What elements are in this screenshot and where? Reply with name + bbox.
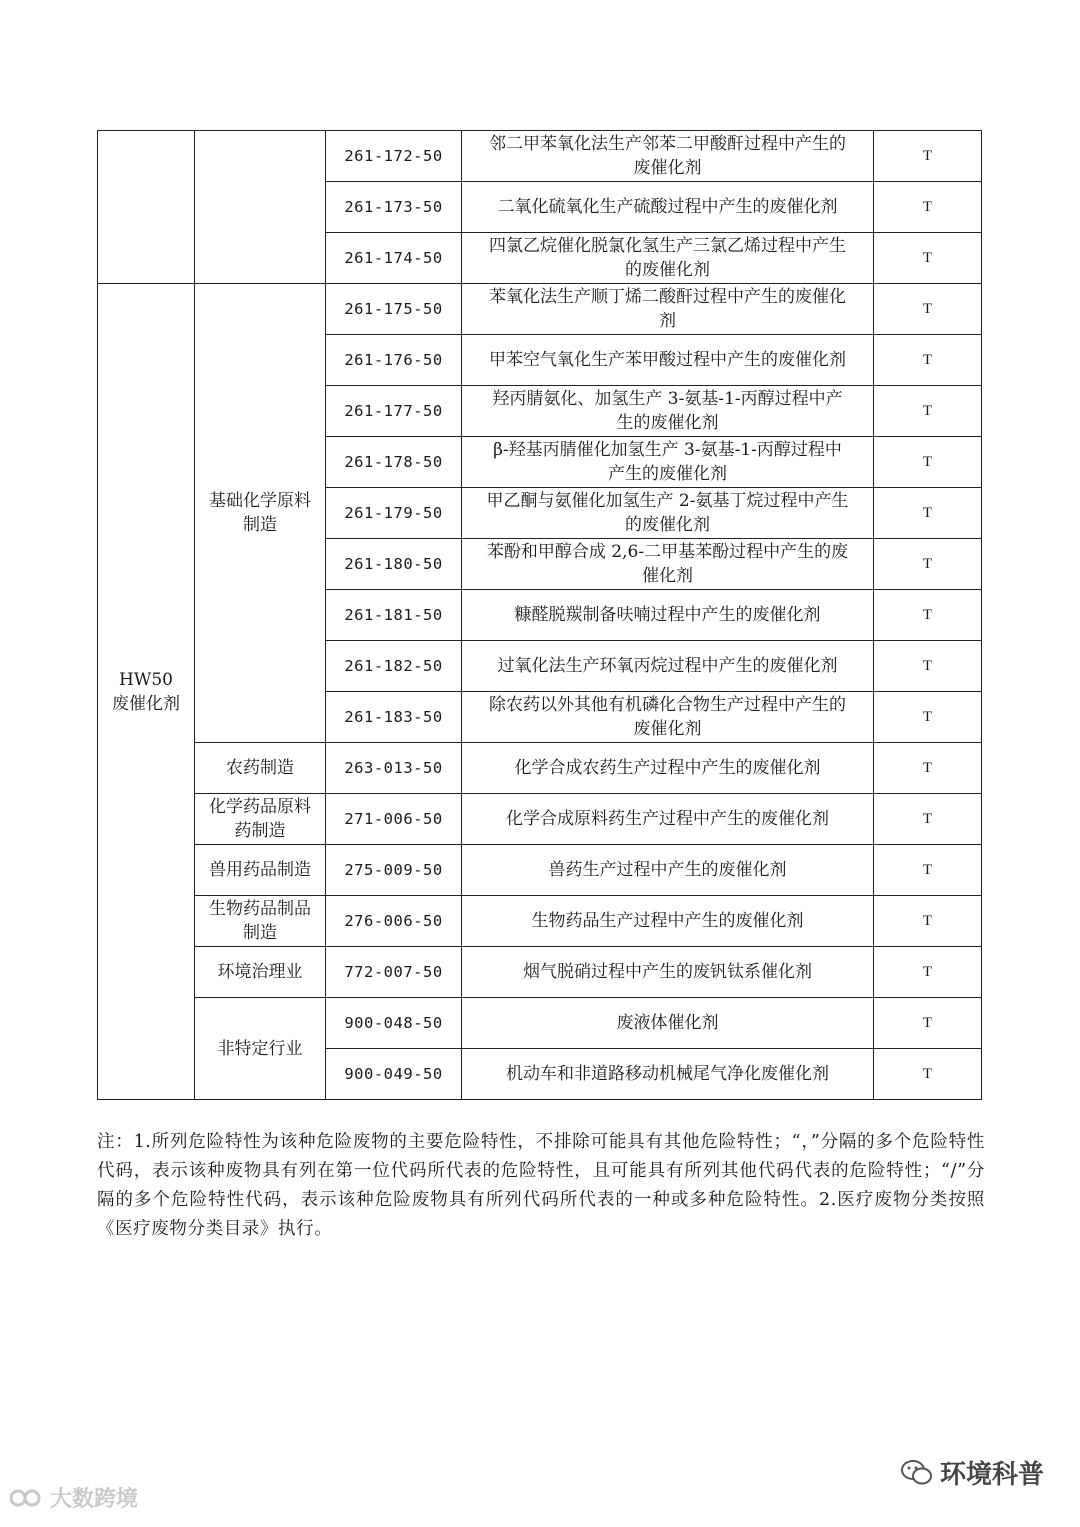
table-row — [98, 947, 982, 998]
wechat-icon — [900, 1459, 934, 1487]
industry-cell: 兽用药品制造 — [195, 845, 326, 896]
hazard-characteristic: T — [874, 182, 982, 233]
waste-code: 261-183-50 — [326, 692, 462, 743]
hazard-characteristic: T — [874, 386, 982, 437]
waste-code: 271-006-50 — [326, 794, 462, 845]
waste-description: 烟气脱硝过程中产生的废钒钛系催化剂 — [462, 947, 874, 998]
hazard-characteristic: T — [874, 539, 982, 590]
industry-cell: 环境治理业 — [195, 947, 326, 998]
industry-cell: 化学药品原料 药制造 — [195, 794, 326, 845]
waste-description: 化学合成农药生产过程中产生的废催化剂 — [462, 743, 874, 794]
category-cell — [98, 131, 195, 284]
industry-cell: 非特定行业 — [195, 998, 326, 1100]
waste-code: 263-013-50 — [326, 743, 462, 794]
waste-code: 261-173-50 — [326, 182, 462, 233]
hazard-characteristic: T — [874, 284, 982, 335]
hazard-characteristic: T — [874, 641, 982, 692]
waste-code: 772-007-50 — [326, 947, 462, 998]
waste-code: 261-174-50 — [326, 233, 462, 284]
logo-icon — [10, 1487, 44, 1509]
waste-code: 275-009-50 — [326, 845, 462, 896]
waste-description: 四氯乙烷催化脱氯化氢生产三氯乙烯过程中产生 的废催化剂 — [462, 233, 874, 284]
waste-description: 苯酚和甲醇合成 2,6-二甲基苯酚过程中产生的废 催化剂 — [462, 539, 874, 590]
waste-description: 二氧化硫氧化生产硫酸过程中产生的废催化剂 — [462, 182, 874, 233]
category-cell: HW50 废催化剂 — [98, 284, 195, 1100]
waste-description: 废液体催化剂 — [462, 998, 874, 1049]
hazard-characteristic: T — [874, 845, 982, 896]
table-row — [98, 998, 982, 1049]
watermark-right — [900, 1454, 1044, 1491]
table-row — [98, 794, 982, 845]
waste-description: 生物药品生产过程中产生的废催化剂 — [462, 896, 874, 947]
waste-description: 甲乙酮与氨催化加氢生产 2-氨基丁烷过程中产生 的废催化剂 — [462, 488, 874, 539]
table-row — [98, 743, 982, 794]
industry-cell — [195, 131, 326, 284]
industry-cell: 基础化学原料 制造 — [195, 284, 326, 743]
hazard-characteristic: T — [874, 896, 982, 947]
footnote: 注：1.所列危险特性为该种危险废物的主要危险特性，不排除可能具有其他危险特性；“，”分隔的多个危险特性代码，表示该种废物具有列在第一位代码所代表的危险特性，且可能具有所列其他代码代表的危险特性；“/”分隔的多个危险特性代码，表示该种危险废物具有所列代码所代表的一种或多种危险特性。2.医疗废物分类按照《医疗废物分类目录》执行。 — [97, 1132, 985, 1239]
waste-code: 261-172-50 — [326, 131, 462, 182]
table-row — [98, 845, 982, 896]
hazard-characteristic: T — [874, 692, 982, 743]
waste-description: 机动车和非道路移动机械尾气净化废催化剂 — [462, 1049, 874, 1100]
hazard-characteristic: T — [874, 1049, 982, 1100]
hazard-characteristic: T — [874, 488, 982, 539]
waste-description: 邻二甲苯氧化法生产邻苯二甲酸酐过程中产生的 废催化剂 — [462, 131, 874, 182]
hazard-characteristic: T — [874, 794, 982, 845]
waste-description: 过氧化法生产环氧丙烷过程中产生的废催化剂 — [462, 641, 874, 692]
watermark-right-text: 环境科普 — [939, 1460, 1044, 1490]
waste-code: 261-179-50 — [326, 488, 462, 539]
waste-description: 除农药以外其他有机磷化合物生产过程中产生的 废催化剂 — [462, 692, 874, 743]
waste-code: 261-175-50 — [326, 284, 462, 335]
table-row — [98, 896, 982, 947]
waste-code: 261-181-50 — [326, 590, 462, 641]
hazard-characteristic: T — [874, 437, 982, 488]
hazardous-waste-table — [97, 130, 982, 1100]
industry-cell: 农药制造 — [195, 743, 326, 794]
table-row — [98, 131, 982, 182]
waste-description: 兽药生产过程中产生的废催化剂 — [462, 845, 874, 896]
waste-description: 甲苯空气氧化生产苯甲酸过程中产生的废催化剂 — [462, 335, 874, 386]
watermark-left — [10, 1482, 138, 1513]
waste-description: 糠醛脱羰制备呋喃过程中产生的废催化剂 — [462, 590, 874, 641]
waste-code: 900-048-50 — [326, 998, 462, 1049]
waste-code: 261-176-50 — [326, 335, 462, 386]
watermark-left-text: 大数跨境 — [50, 1487, 139, 1512]
hazard-characteristic: T — [874, 743, 982, 794]
waste-description: 羟丙腈氨化、加氢生产 3-氨基-1-丙醇过程中产 生的废催化剂 — [462, 386, 874, 437]
hazard-characteristic: T — [874, 590, 982, 641]
industry-cell: 生物药品制品 制造 — [195, 896, 326, 947]
waste-description: 苯氧化法生产顺丁烯二酸酐过程中产生的废催化 剂 — [462, 284, 874, 335]
waste-code: 261-182-50 — [326, 641, 462, 692]
hazard-characteristic: T — [874, 998, 982, 1049]
waste-description: 化学合成原料药生产过程中产生的废催化剂 — [462, 794, 874, 845]
waste-code: 276-006-50 — [326, 896, 462, 947]
hazard-characteristic: T — [874, 947, 982, 998]
hazard-characteristic: T — [874, 233, 982, 284]
waste-code: 261-180-50 — [326, 539, 462, 590]
waste-code: 261-178-50 — [326, 437, 462, 488]
hazard-characteristic: T — [874, 131, 982, 182]
hazard-characteristic: T — [874, 335, 982, 386]
table-row — [98, 284, 982, 335]
waste-description: β-羟基丙腈催化加氢生产 3-氨基-1-丙醇过程中 产生的废催化剂 — [462, 437, 874, 488]
waste-code: 261-177-50 — [326, 386, 462, 437]
waste-code: 900-049-50 — [326, 1049, 462, 1100]
